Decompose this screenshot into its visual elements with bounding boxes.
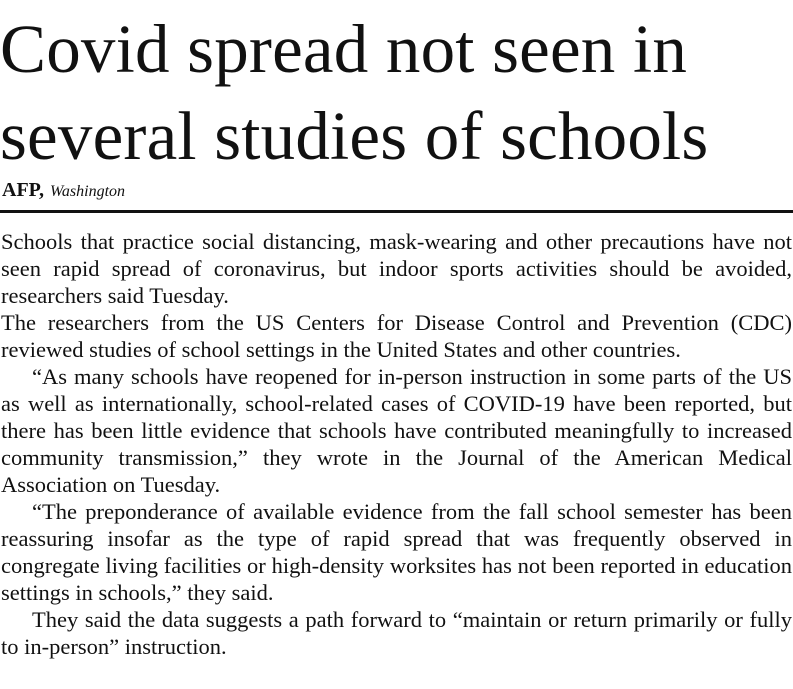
headline-divider [0, 210, 793, 213]
article-body [1, 228, 792, 660]
paragraph-2: The researchers from the US Centers for Disease Control and Prevention (CDC) reviewed studies of school settings in the United States and other countries. [1, 310, 792, 362]
byline-agency: AFP, [2, 179, 45, 201]
byline-location: Washington [50, 183, 126, 200]
byline [2, 178, 125, 204]
headline [0, 6, 793, 180]
headline-line-1: Covid spread not seen in [0, 11, 688, 87]
paragraph-1: Schools that practice social distancing, mask-wearing and other precautions have not seen rapid spread of coronavirus, but indoor sports activities should be avoided, researchers said Tuesday. [1, 229, 792, 308]
paragraph-4: “The preponderance of available evidence from the fall school semester has been reassuring insofar as the type of rapid spread that was frequently observed in congregate living facilities or high-density worksites has not been reported in education settings in schools,” they said. [1, 499, 792, 605]
paragraph-5: They said the data suggests a path forward to “maintain or return primarily or fully to in-person” instruction. [1, 607, 792, 659]
paragraph-3: “As many schools have reopened for in-person instruction in some parts of the US as well as internationally, school-related cases of COVID-19 have been reported, but there has been little evidence that schools have contributed meaningfully to increased community transmission,” they wrote in the Journal of the American Medical Association on Tuesday. [1, 364, 792, 497]
headline-line-2: several studies of schools [0, 98, 709, 174]
